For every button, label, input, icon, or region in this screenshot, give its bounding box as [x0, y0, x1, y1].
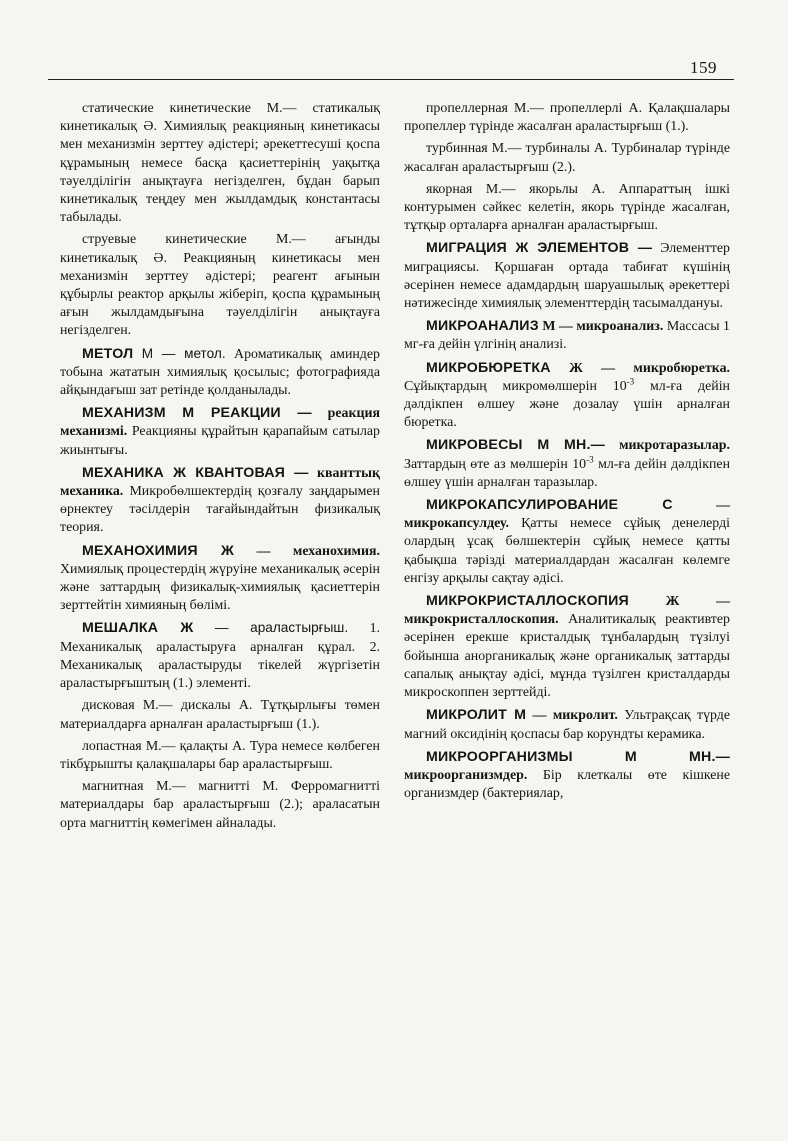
entry-body: Микробөлшектердің қозғалу заңдарымен өрнектеу тəсілдерін тағайындайтын физикалық теория.	[60, 484, 380, 536]
entry	[60, 542, 380, 616]
entry-headword: МЕХАНИКА Ж КВАНТОВАЯ —	[82, 464, 309, 481]
entry-equivalent: Ж — микрокристаллоскопия.	[404, 594, 730, 628]
entry-body: Қатты немесе сұйық денелерді олардың ұсақ бөлшектерін сұйық немесе қатты қабықша тəрізді материалдардан жасалған көлемге енгізу арқылы сақтау əдісі.	[404, 516, 730, 586]
entry-body: 1. Механикалық араластыруға арналған құрал. 2. Механикалық араластыруды тікелей жүргізетін араластырғыштың (1.) элементі.	[60, 621, 380, 692]
entry-body: Элементтер миграциясы. Қоршаған ортада табиғат күшінің əсерінен немесе адамдардың шаруашылық əрекеттері нəтижесінде химиялық элементтердің тасымалдануы.	[404, 241, 730, 312]
entry-equivalent: реакция механизмі.	[60, 406, 380, 440]
header-rule	[48, 79, 734, 80]
entry-headword: МИГРАЦИЯ Ж ЭЛЕМЕНТОВ —	[426, 240, 653, 257]
entry-body: Сұйықтардың микромөлшерін 10	[404, 378, 627, 394]
entry-body: Ароматикалық аминдер тобына жататын химиялық қосылыс; фотографияда айқындағыш зат ретінде қолданылады.	[60, 346, 380, 399]
entry-body: статикалық кинетикалық Ə. Химиялық реакцияның кинетикасы мен механизмін зерттеу əдістері; əрекеттесуші қоспа құрамының немесе басқа қасиеттерінің уақытқа тəуелділігін анықтауға негізделген, бұдан барып кинетикалық теңдеу мен жылдамдық константасы табылады.	[60, 101, 380, 226]
entry-head: магнитная М.— магнитті М.	[82, 779, 279, 795]
entry	[60, 619, 380, 693]
entry	[60, 778, 380, 833]
entry	[60, 464, 380, 538]
entry-body: Тұтқырлығы төмен материалдарға арналған араластырғыш (1.).	[60, 698, 380, 732]
entry	[404, 748, 730, 804]
entry-body: Турбиналар түрінде жасалған араластырғыш (2.).	[404, 141, 730, 175]
entry-equivalent: микроорганизмдер.	[404, 767, 528, 783]
entry-head: якорная М.— якорьлы А.	[426, 181, 606, 197]
entry	[404, 436, 730, 492]
entry-headword: МЕТОЛ	[82, 345, 134, 362]
left-column	[60, 100, 380, 837]
superscript-exponent: -3	[586, 454, 594, 465]
entry-equivalent: — микролит.	[532, 708, 618, 724]
entry-headword: МЕШАЛКА Ж	[82, 620, 194, 637]
entry-headword: МИКРОЛИТ М	[426, 707, 527, 724]
entry-body: ағынды кинетикалық Ə. Реакцияның кинетикасы мен механизмін зерттеу əдістері; реагент ағынын құбырлы реактор арқылы жіберіп, қоспа құрамының ағын жылдамдығына тəуелділігін анықтауға негізделген.	[60, 232, 380, 339]
entry-body: Тура немесе көлбеген тікбұрышты қалақшалары бар араластырғыш.	[60, 738, 380, 772]
entry-equivalent: — араластырғыш.	[214, 620, 349, 636]
entry-body-continued: мл-ға дейін дəлдікпен өлшеу үшін арналған таразылар.	[404, 456, 731, 490]
entry	[60, 100, 380, 227]
entry-equivalent: Ж — микробюретка.	[569, 360, 730, 376]
entry-headword: МИКРОАНАЛИЗ	[426, 318, 539, 335]
entry-body: Реакцияны құрайтын қарапайым сатылар жиынтығы.	[60, 424, 380, 458]
entry-headword: МЕХАНОХИМИЯ Ж	[82, 542, 235, 559]
entry-head: лопастная М.— қалақты А.	[82, 738, 246, 754]
entry	[404, 140, 730, 176]
superscript-exponent: -3	[626, 376, 635, 387]
entry	[60, 231, 380, 340]
entry-headword: МИКРОБЮРЕТКА	[426, 359, 551, 376]
entry-body: Аналитикалық реактивтер əсерінен ерекше кристалдық тұнбалардың түзілуі бойынша анорганикалық жəне органикалық заттарды сапалық анықтау əдісі, мұнда түзілген кристалдарды микроскоппен зерттейді.	[404, 612, 730, 701]
entry-equivalent: М — микроанализ.	[542, 319, 664, 335]
entry-equivalent: кванттық механика.	[60, 465, 380, 500]
entry-head: пропеллерная М.— пропеллерлі А.	[426, 101, 643, 116]
entry-equivalent: микротаразылар.	[619, 438, 730, 454]
entry-body: Қалақшалары пропеллер түрінде жасалған араластырғыш (1.).	[404, 101, 730, 135]
entry	[404, 592, 730, 702]
entry-body: Ультрақсақ түрде магний оксидінің қоспасы бар корундты керамика.	[404, 708, 731, 742]
entry-body: Ферромагнитті материалдары бар араластырғыш (2.); араласатын орта магниттің көмегімен айналады.	[60, 779, 380, 831]
entry-head: статические кинетические М.—	[82, 101, 297, 116]
entry	[404, 706, 730, 743]
entry	[404, 181, 730, 236]
page-number: 159	[690, 58, 717, 77]
entry-headword: МЕХАНИЗМ М РЕАКЦИИ —	[82, 405, 312, 422]
entry	[404, 239, 730, 313]
entry-equivalent: — микрокапсулдеу.	[404, 498, 730, 532]
entry-headword: МИКРОВЕСЫ М МН.—	[426, 437, 606, 454]
entry-equivalent: — механохимия.	[256, 543, 380, 559]
entry-body: Бір клеткалы өте кішкене организмдер (бактериялар,	[404, 767, 730, 802]
entry	[404, 496, 730, 588]
entry-headword: МИКРООРГАНИЗМЫ М МН.—	[426, 748, 730, 765]
entry-body: Массасы 1 мг-ға дейін үлгінің анализі.	[404, 319, 730, 353]
entry	[60, 697, 380, 733]
right-column	[404, 100, 730, 807]
entry	[404, 317, 730, 354]
entry-equivalent: М — метол.	[141, 345, 226, 361]
entry-head: струевые кинетические М.—	[82, 232, 306, 248]
entry-body: Заттардың өте аз мөлшерін 10	[404, 456, 587, 472]
entry-headword: МИКРОКРИСТАЛЛОСКОПИЯ	[426, 593, 629, 610]
entry	[60, 404, 380, 460]
entry-head: дисковая М.— дискалы А.	[82, 698, 253, 714]
entry-headword: МИКРОКАПСУЛИРОВАНИЕ С	[426, 497, 673, 514]
entry	[404, 100, 730, 136]
entry	[404, 359, 730, 433]
entry-body-continued: мл-ға дейін дəлдікпен өлшеу жəне дозалау үшін арналған бюретка.	[404, 378, 730, 431]
entry-head: турбинная М.— турбиналы А.	[426, 141, 608, 157]
entry-body: Аппараттың ішкі контурымен сəйкес келетін, якорь түрінде жасалған, тұтқыр орталарға арналған араластырғыш.	[404, 181, 730, 234]
entry-body: Химиялық процестердің жүруіне механикалық əсерін жəне заттардың физикалық-химиялық қасиеттерін зерттейтін химияның бөлімі.	[60, 561, 380, 614]
entry	[60, 345, 380, 401]
entry	[60, 738, 380, 774]
